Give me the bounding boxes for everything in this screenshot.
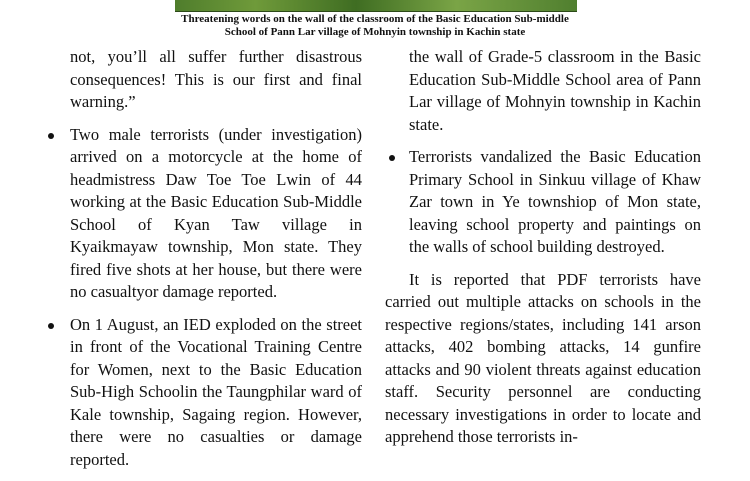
caption-line-2: School of Pann Lar village of Mohnyin township in Kachin state bbox=[224, 26, 526, 38]
left-bullet-list bbox=[42, 124, 362, 472]
bullet-dot-icon bbox=[48, 133, 54, 139]
right-continuation-text: the wall of Grade-5 classroom in the Basic Education Sub-Middle School area of Pann Lar village of Mohnyin township in Kachin state. bbox=[409, 47, 701, 134]
summary-paragraph: It is reported that PDF terrorists have carried out multiple attacks on schools in the respective regions/states, including 141 arson attacks, 402 bombing attacks, 14 gunfire attacks and 90 violent threats against education staff. Security personnel are conducting necessary investigations in order to locate and apprehend those terrorists in- bbox=[385, 269, 701, 446]
bullet-item-shooting bbox=[42, 124, 362, 304]
left-column bbox=[42, 46, 362, 481]
photo-caption bbox=[60, 13, 690, 39]
bullet-dot-icon bbox=[389, 155, 395, 161]
bullet-dot-icon bbox=[48, 323, 54, 329]
bullet-item-ied bbox=[42, 314, 362, 472]
bullet-item-vandalism bbox=[385, 146, 701, 259]
right-bullet-list bbox=[385, 146, 701, 259]
bullet-text: Two male terrorists (under investigation) arrived on a motorcycle at the home of headmistress Daw Toe Toe Lwin of 44 working at the Basic Education Sub-Middle School of Kyan Taw village in Kyaikmayaw township, Mon state. They fired five shots at her house, but there were no casualtyor damage reported. bbox=[70, 124, 362, 301]
bullet-text: On 1 August, an IED exploded on the street in front of the Vocational Training Centre for Women, next to the Basic Education Sub-High Schoolin the Taungphilar ward of Kale township, Sagaing region. However, there were no casualties or damage reported. bbox=[70, 314, 362, 469]
left-continuation-text: not, you’ll all suffer further disastrous consequences! This is our first and final warning.” bbox=[70, 47, 362, 111]
right-column bbox=[385, 46, 701, 459]
bullet-text: Terrorists vandalized the Basic Education Primary School in Sinkuu village of Khaw Zar town in Ye townshiop of Mon state, leaving school property and paintings on the walls of school building destroyed. bbox=[409, 147, 701, 256]
caption-line-1: Threatening words on the wall of the classroom of the Basic Education Sub-middle bbox=[181, 13, 569, 25]
classroom-wall-photo bbox=[175, 0, 577, 12]
